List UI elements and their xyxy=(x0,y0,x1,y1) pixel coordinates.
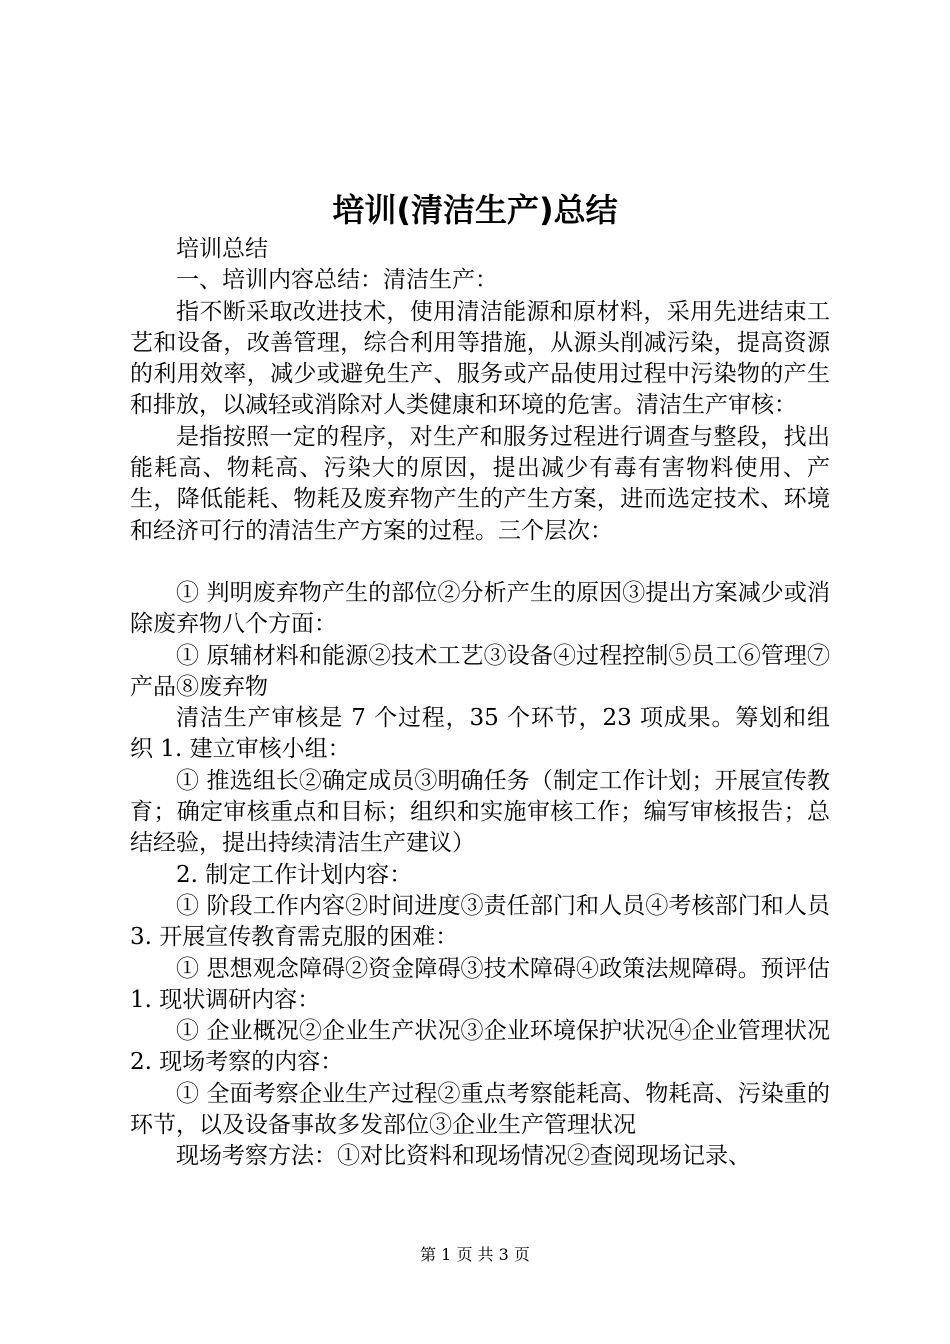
paragraph: ① 推选组长②确定成员③明确任务（制定工作计划；开展宣传教育；确定审核重点和目标；组织和实施审核工作；编写审核报告；总结经验，提出持续清洁生产建议） xyxy=(130,767,830,857)
paragraph: 2. 制定工作计划内容： xyxy=(176,861,413,888)
paragraph: 指不断采取改进技术，使用清洁能源和原材料，采用先进结束工艺和设备，改善管理，综合利用等措施，从源头削减污染，提高资源的利用效率，减少或避免生产、服务或产品使用过程中污染物的产生和排放，以减轻或消除对人类健康和环境的危害。清洁生产审核： xyxy=(130,298,830,419)
paragraph: ① 判明废弃物产生的部位②分析产生的原因③提出方案减少或消除废弃物八个方面： xyxy=(130,579,830,638)
blank-line xyxy=(130,547,830,578)
paragraph: 现场考察方法：①对比资料和现场情况②查阅现场记录、 xyxy=(176,1143,751,1170)
paragraph: ① 思想观念障碍②资金障碍③技术障碍④政策法规障碍。预评估 1. 现状调研内容： xyxy=(130,955,830,1013)
paragraph: 清洁生产审核是 7 个过程，35 个环节，23 项成果。筹划和组织 1. 建立审核小组： xyxy=(130,705,830,763)
paragraph: ① 原辅材料和能源②技术工艺③设备④过程控制⑤员工⑥管理⑦产品⑧废弃物 xyxy=(130,642,830,700)
document-body xyxy=(130,234,830,1173)
paragraph: ① 阶段工作内容②时间进度③责任部门和人员④考核部门和人员 3. 开展宣传教育需克服的困难： xyxy=(130,892,830,951)
document-title: 培训(清洁生产)总结 xyxy=(332,191,618,229)
paragraph: 培训总结 xyxy=(176,236,268,262)
paragraph: 是指按照一定的程序，对生产和服务过程进行调查与整段，找出能耗高、物耗高、污染大的原因，提出减少有毒有害物料使用、产生，降低能耗、物耗及废弃物产生的产生方案，进而选定技术、环境和经济可行的清洁生产方案的过程。三个层次： xyxy=(130,423,830,544)
paragraph: ① 全面考察企业生产过程②重点考察能耗高、物耗高、污染重的环节，以及设备事故多发部位③企业生产管理状况 xyxy=(130,1080,830,1139)
paragraph: 一、培训内容总结：清洁生产： xyxy=(176,267,498,294)
paragraph: ① 企业概况②企业生产状况③企业环境保护状况④企业管理状况 2. 现场考察的内容： xyxy=(130,1018,830,1076)
page-footer: 第 1 页 共 3 页 xyxy=(420,1245,530,1264)
